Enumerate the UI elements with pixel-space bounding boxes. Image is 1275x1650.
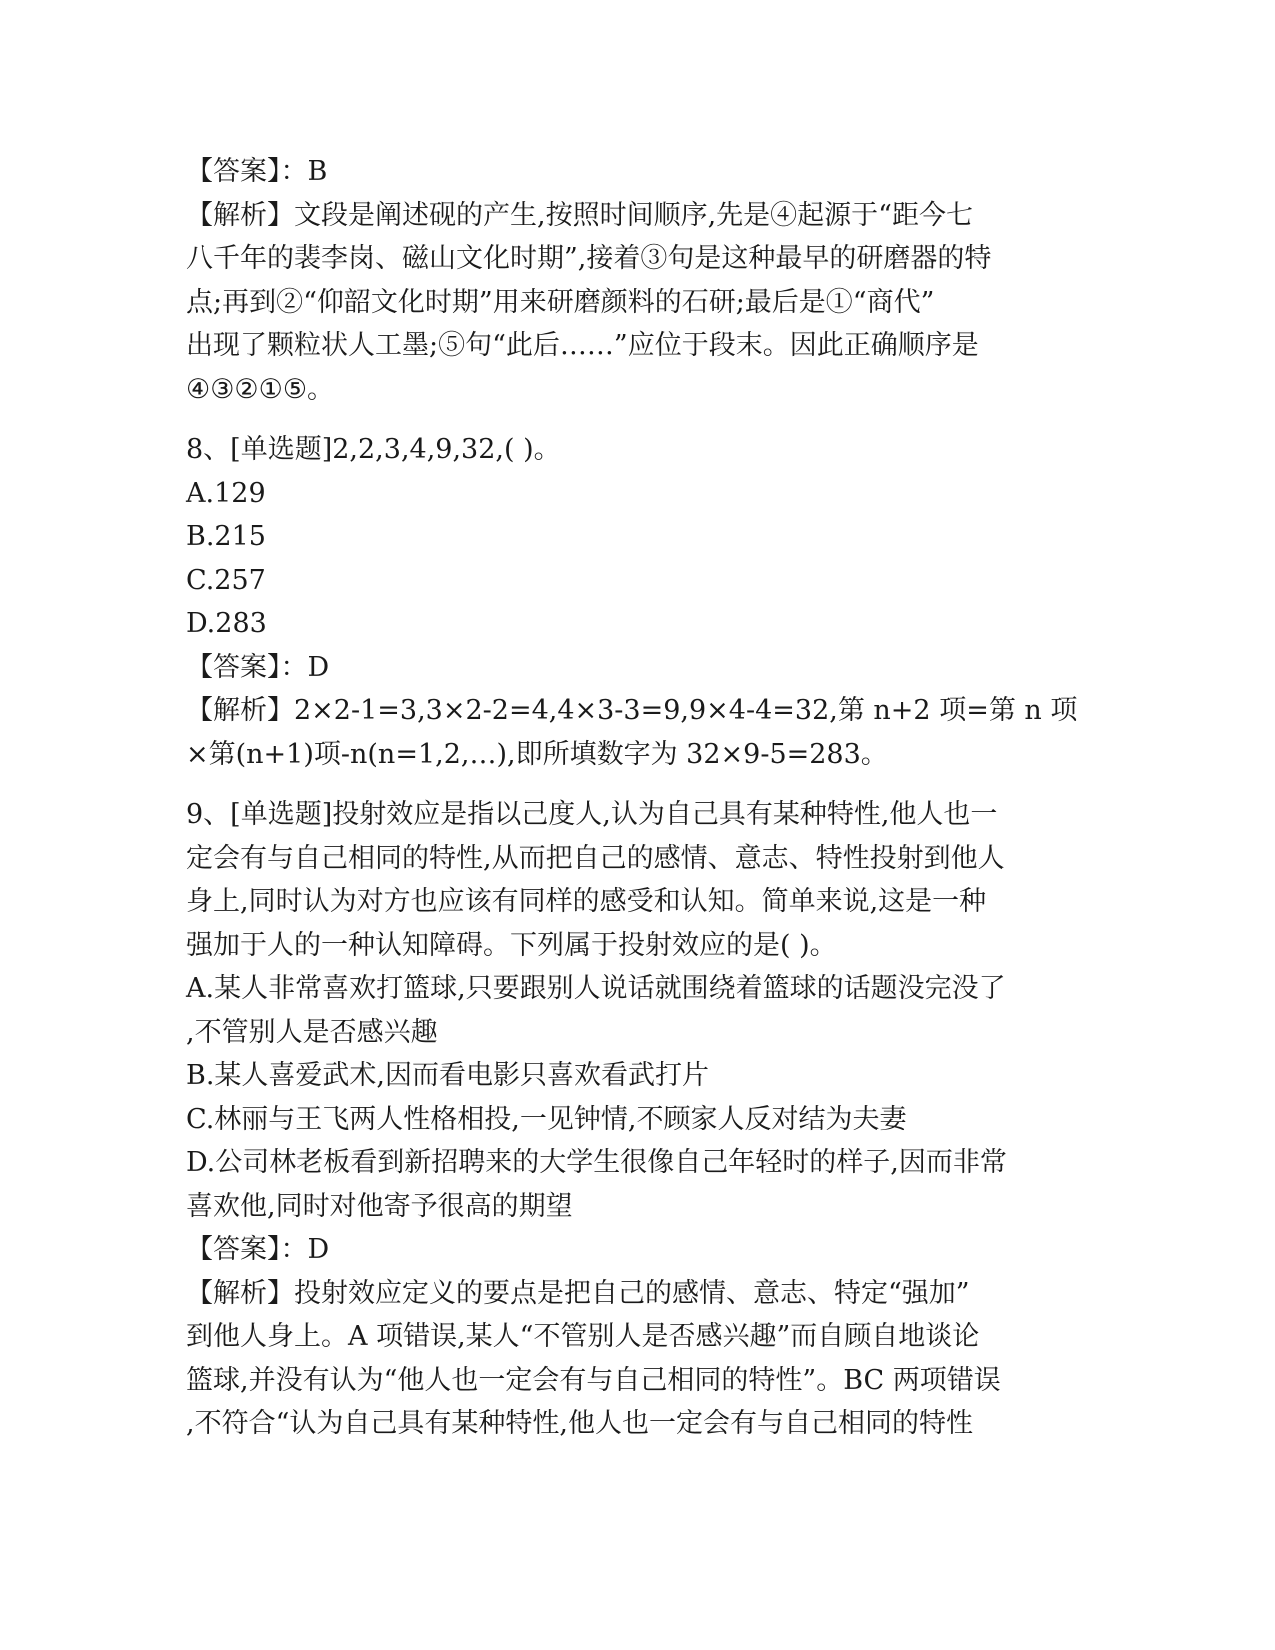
q9-analysis-line: 到他人身上。A 项错误,某人“不管别人是否感兴趣”而自顾自地谈论: [186, 1321, 980, 1352]
q7-answer: 【答案】：B: [186, 156, 328, 187]
q8-analysis-line: ×第(n+1)项-n(n=1,2,…),即所填数字为 32×9-5=283。: [186, 738, 888, 770]
q9-stem-line: 定会有与自己相同的特性,从而把自己的感情、意志、特性投射到他人: [186, 842, 1005, 874]
q8-stem: 8、[单选题]2,2,3,4,9,32,( )。: [186, 434, 561, 465]
spacer: [186, 776, 1076, 793]
q8-analysis-line: 【解析】2×2-1=3,3×2-2=4,4×3-3=9,9×4-4=32,第 n+2 项=第 n 项: [186, 695, 1078, 726]
q9-stem-line: 身上,同时认为对方也应该有同样的感受和认知。简单来说,这是一种: [186, 886, 987, 917]
q9-stem-line: 强加于人的一种认知障碍。下列属于投射效应的是( )。: [186, 929, 837, 961]
q9-stem-line: 9、[单选题]投射效应是指以己度人,认为自己具有某种特性,他人也一: [186, 799, 998, 830]
q7-analysis-line: 八千年的裴李岗、磁山文化时期”,接着③句是这种最早的研磨器的特: [186, 243, 992, 274]
q8-answer: 【答案】：D: [186, 651, 330, 683]
q7-analysis-line: 【解析】文段是阐述砚的产生,按照时间顺序,先是④起源于“距今七: [186, 199, 973, 231]
q9-answer: 【答案】：D: [186, 1234, 330, 1265]
q8-option-c: C.257: [186, 564, 266, 596]
q9-option-line: 喜欢他,同时对他寄予很高的期望: [186, 1190, 573, 1222]
q8-option-b: B.215: [186, 521, 266, 552]
q9-analysis-line: 篮球,并没有认为“他人也一定会有与自己相同的特性”。BC 两项错误: [186, 1364, 1001, 1396]
q9-option-line: C.林丽与王飞两人性格相投,一见钟情,不顾家人反对结为夫妻: [186, 1103, 907, 1135]
q9-analysis-line: ,不符合“认为自己具有某种特性,他人也一定会有与自己相同的特性: [186, 1408, 973, 1439]
spacer: [186, 411, 1076, 428]
q9-option-line: ,不管别人是否感兴趣: [186, 1016, 438, 1048]
q9-analysis-line: 【解析】投射效应定义的要点是把自己的感情、意志、特定“强加”: [186, 1277, 970, 1309]
q9-option-line: B.某人喜爱武术,因而看电影只喜欢看武打片: [186, 1060, 710, 1091]
q7-analysis-line: ④③②①⑤。: [186, 373, 335, 405]
q9-option-line: A.某人非常喜欢打篮球,只要跟别人说话就围绕着篮球的话题没完没了: [186, 973, 1006, 1004]
q7-analysis-line: 出现了颗粒状人工墨;⑤句“此后……”应位于段末。因此正确顺序是: [186, 330, 979, 361]
q7-analysis-line: 点;再到②“仰韶文化时期”用来研磨颜料的石研;最后是①“商代”: [186, 286, 935, 318]
document-page: [186, 150, 1076, 1446]
q8-option-d: D.283: [186, 608, 267, 639]
q8-option-a: A.129: [186, 477, 266, 509]
q9-option-line: D.公司林老板看到新招聘来的大学生很像自己年轻时的样子,因而非常: [186, 1147, 1007, 1178]
